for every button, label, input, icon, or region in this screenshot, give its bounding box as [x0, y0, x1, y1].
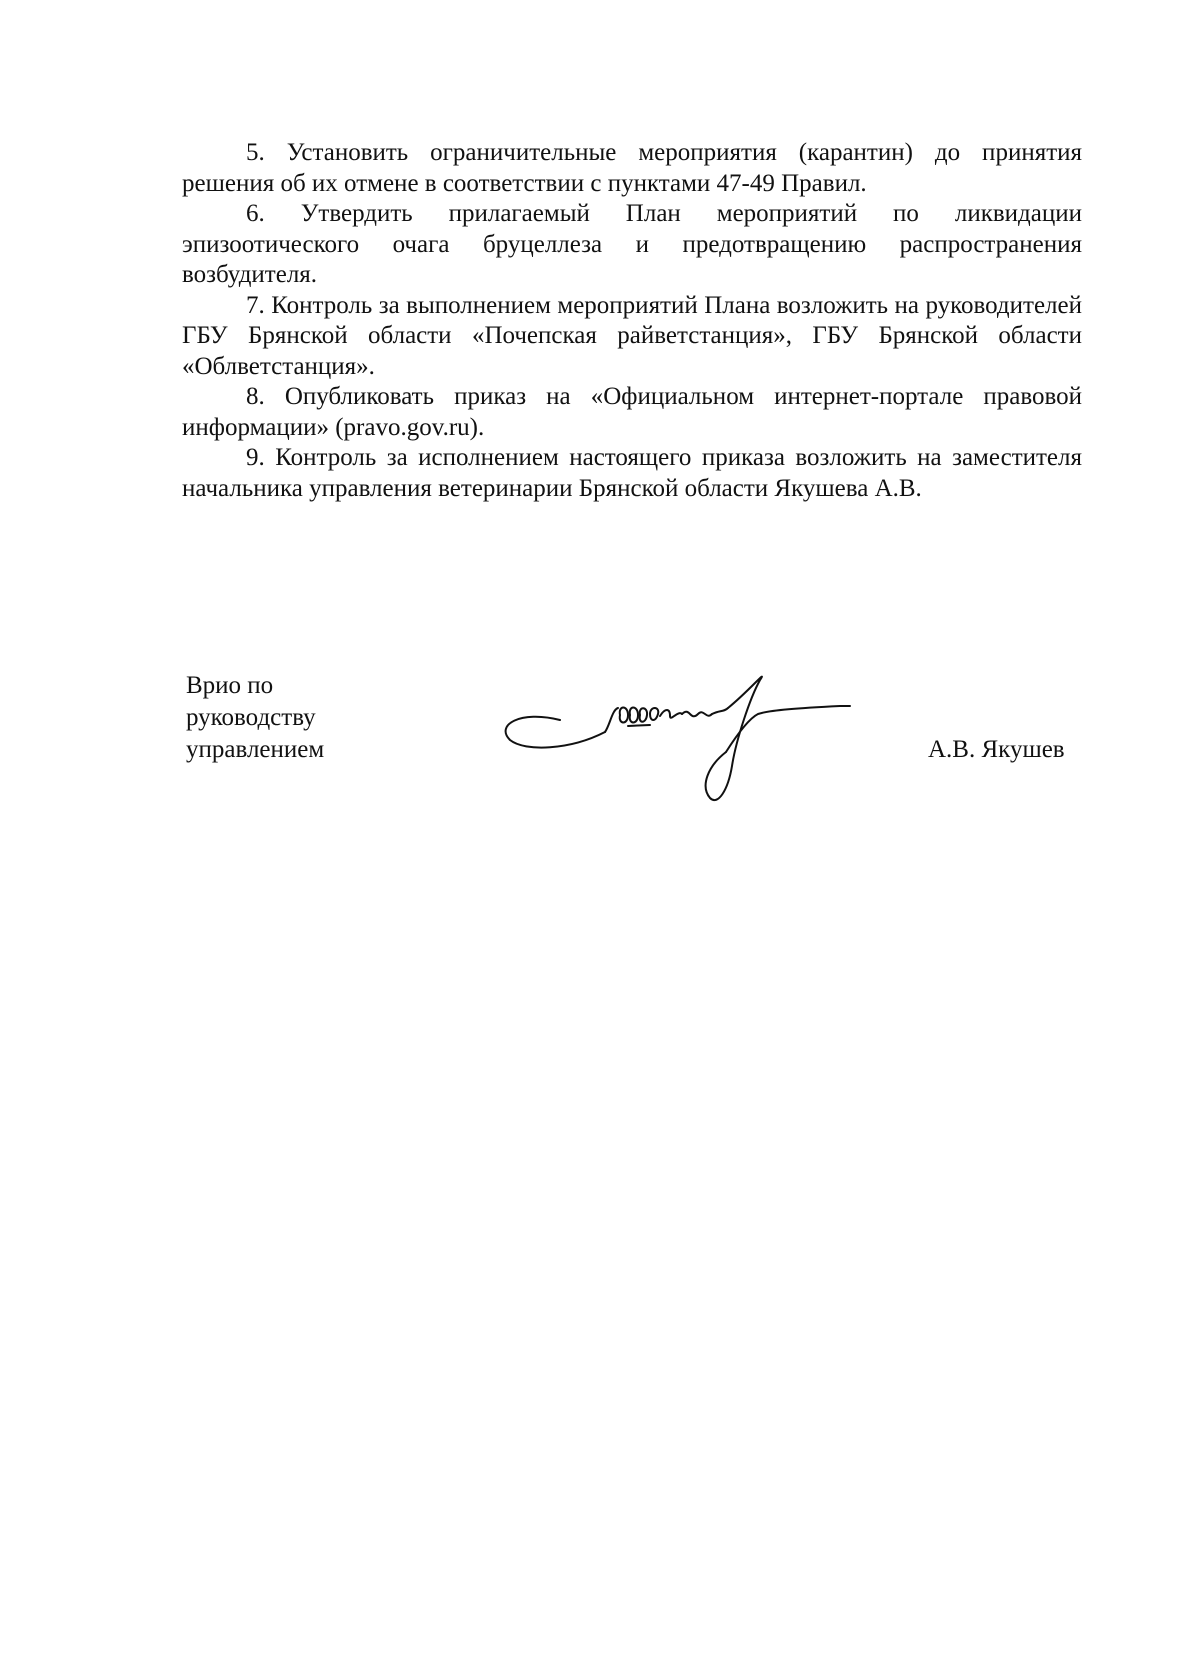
paragraph-5: 5. Установить ограничительные мероприятия (карантин) до принятия решения об их отмене в соответствии с пунктами 47-49 Правил. — [182, 139, 1082, 197]
signatory-position — [186, 670, 406, 766]
paragraph-7: 7. Контроль за выполнением мероприятий Плана возложить на руководителей ГБУ Брянской области «Почепская райветстанция», ГБУ Брянской области «Облветстанция». — [182, 291, 1082, 380]
paragraph-9: 9. Контроль за исполнением настоящего приказа возложить на заместителя начальника управления ветеринарии Брянской области Якушева А.В. — [182, 444, 1082, 502]
signatory-position-line: руководству — [186, 704, 316, 731]
signatory-position-line: Врио по — [186, 672, 274, 699]
signatory-position-line: управлением — [186, 736, 325, 763]
handwritten-signature — [500, 670, 900, 820]
paragraph-6: 6. Утвердить прилагаемый План мероприятий по ликвидации эпизоотического очага бруцеллеза и предотвращению распространения возбудителя. — [182, 200, 1082, 288]
document-body — [182, 138, 1082, 504]
signatory-name: А.В. Якушев — [928, 736, 1065, 763]
paragraph-8: 8. Опубликовать приказ на «Официальном интернет-портале правовой информации» (pravo.gov.ru). — [182, 383, 1082, 441]
